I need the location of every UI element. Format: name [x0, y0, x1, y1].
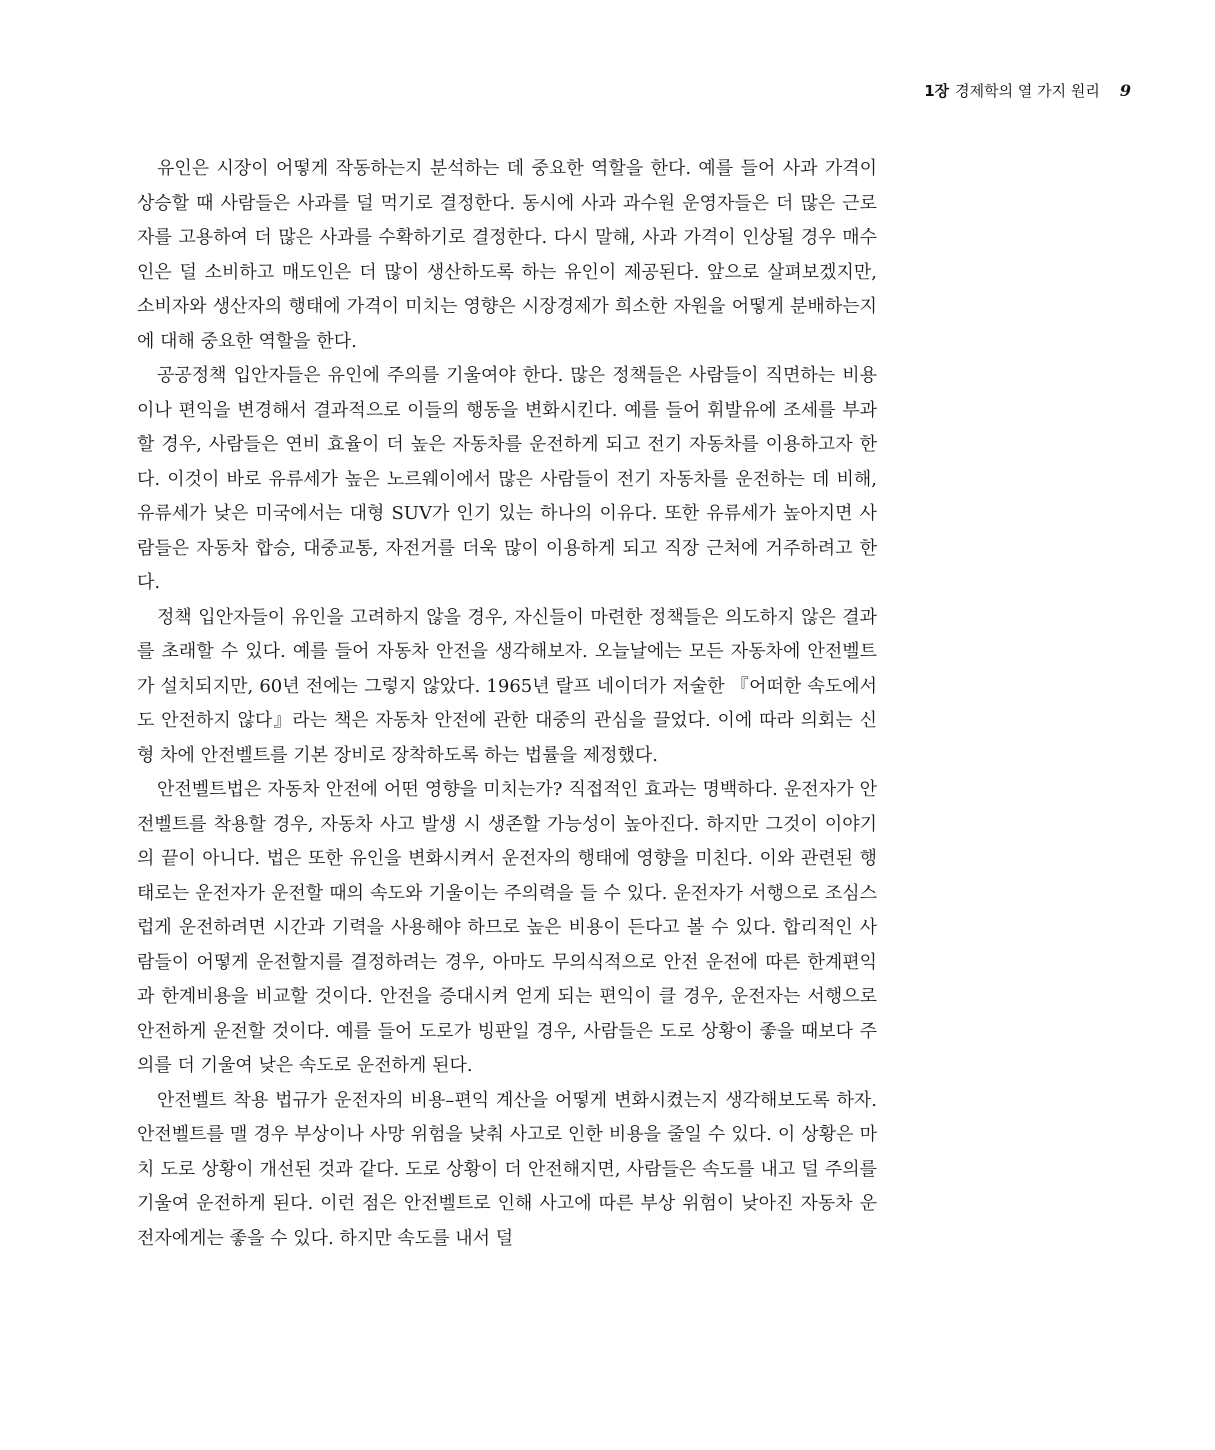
paragraph: 안전벨트 착용 법규가 운전자의 비용–편익 계산을 어떻게 변화시켰는지 생각해보도록 하자. 안전벨트를 맬 경우 부상이나 사망 위험을 낮춰 사고로 인한 비용을 줄일 수 있다. 이 상황은 마치 도로 상황이 개선된 것과 같다. 도로 상황이 더 안전해지면, 사람들은 속도를 내고 덜 주의를 기울여 운전하게 된다. 이런 점은 안전벨트로 인해 사고에 따른 부상 위험이 낮아진 자동차 운전자에게는 좋을 수 있다. 하지만 속도를 내서 덜 [137, 1089, 877, 1249]
chapter-title: 경제학의 열 가지 원리 [955, 82, 1100, 100]
paragraph: 정책 입안자들이 유인을 고려하지 않을 경우, 자신들이 마련한 정책들은 의도하지 않은 결과를 초래할 수 있다. 예를 들어 자동차 안전을 생각해보자. 오늘날에는 모든 자동차에 안전벨트가 설치되지만, 60년 전에는 그렇지 않았다. 1965년 랄프 네이더가 저술한 『어떠한 속도에서도 안전하지 않다』라는 책은 자동차 안전에 관한 대중의 관심을 끌었다. 이에 따라 의회는 신형 차에 안전벨트를 기본 장비로 장착하도록 하는 법률을 제정했다. [137, 606, 877, 766]
page-number: 9 [1119, 81, 1131, 100]
paragraph: 공공정책 입안자들은 유인에 주의를 기울여야 한다. 많은 정책들은 사람들이 직면하는 비용이나 편익을 변경해서 결과적으로 이들의 행동을 변화시킨다. 예를 들어 휘발유에 조세를 부과할 경우, 사람들은 연비 효율이 더 높은 자동차를 운전하게 되고 전기 자동차를 이용하고자 한다. 이것이 바로 유류세가 높은 노르웨이에서 많은 사람들이 전기 자동차를 운전하는 데 비해, 유류세가 낮은 미국에서는 대형 SUV가 인기 있는 하나의 이유다. 또한 유류세가 높아지면 사람들은 자동차 합승, 대중교통, 자전거를 더욱 많이 이용하게 되고 직장 근처에 거주하려고 한다. [137, 365, 877, 593]
paragraph: 유인은 시장이 어떻게 작동하는지 분석하는 데 중요한 역할을 한다. 예를 들어 사과 가격이 상승할 때 사람들은 사과를 덜 먹기로 결정한다. 동시에 사과 과수원 운영자들은 더 많은 근로자를 고용하여 더 많은 사과를 수확하기로 결정한다. 다시 말해, 사과 가격이 인상될 경우 매수인은 덜 소비하고 매도인은 더 많이 생산하도록 하는 유인이 제공된다. 앞으로 살펴보겠지만, 소비자와 생산자의 행태에 가격이 미치는 영향은 시장경제가 희소한 자원을 어떻게 분배하는지에 대해 중요한 역할을 한다. [137, 158, 877, 352]
chapter-label: 1장 [924, 82, 950, 100]
paragraph: 안전벨트법은 자동차 안전에 어떤 영향을 미치는가? 직접적인 효과는 명백하다. 운전자가 안전벨트를 착용할 경우, 자동차 사고 발생 시 생존할 가능성이 높아진다. 하지만 그것이 이야기의 끝이 아니다. 법은 또한 유인을 변화시켜서 운전자의 행태에 영향을 미친다. 이와 관련된 행태로는 운전자가 운전할 때의 속도와 기울이는 주의력을 들 수 있다. 운전자가 서행으로 조심스럽게 운전하려면 시간과 기력을 사용해야 하므로 높은 비용이 든다고 볼 수 있다. 합리적인 사람들이 어떻게 운전할지를 결정하려는 경우, 아마도 무의식적으로 안전 운전에 따른 한계편익과 한계비용을 비교할 것이다. 안전을 증대시켜 얻게 되는 편익이 클 경우, 운전자는 서행으로 안전하게 운전할 것이다. 예를 들어 도로가 빙판일 경우, 사람들은 도로 상황이 좋을 때보다 주의를 더 기울여 낮은 속도로 운전하게 된다. [137, 779, 877, 1076]
running-head [924, 80, 1131, 101]
body-text [137, 152, 877, 1256]
